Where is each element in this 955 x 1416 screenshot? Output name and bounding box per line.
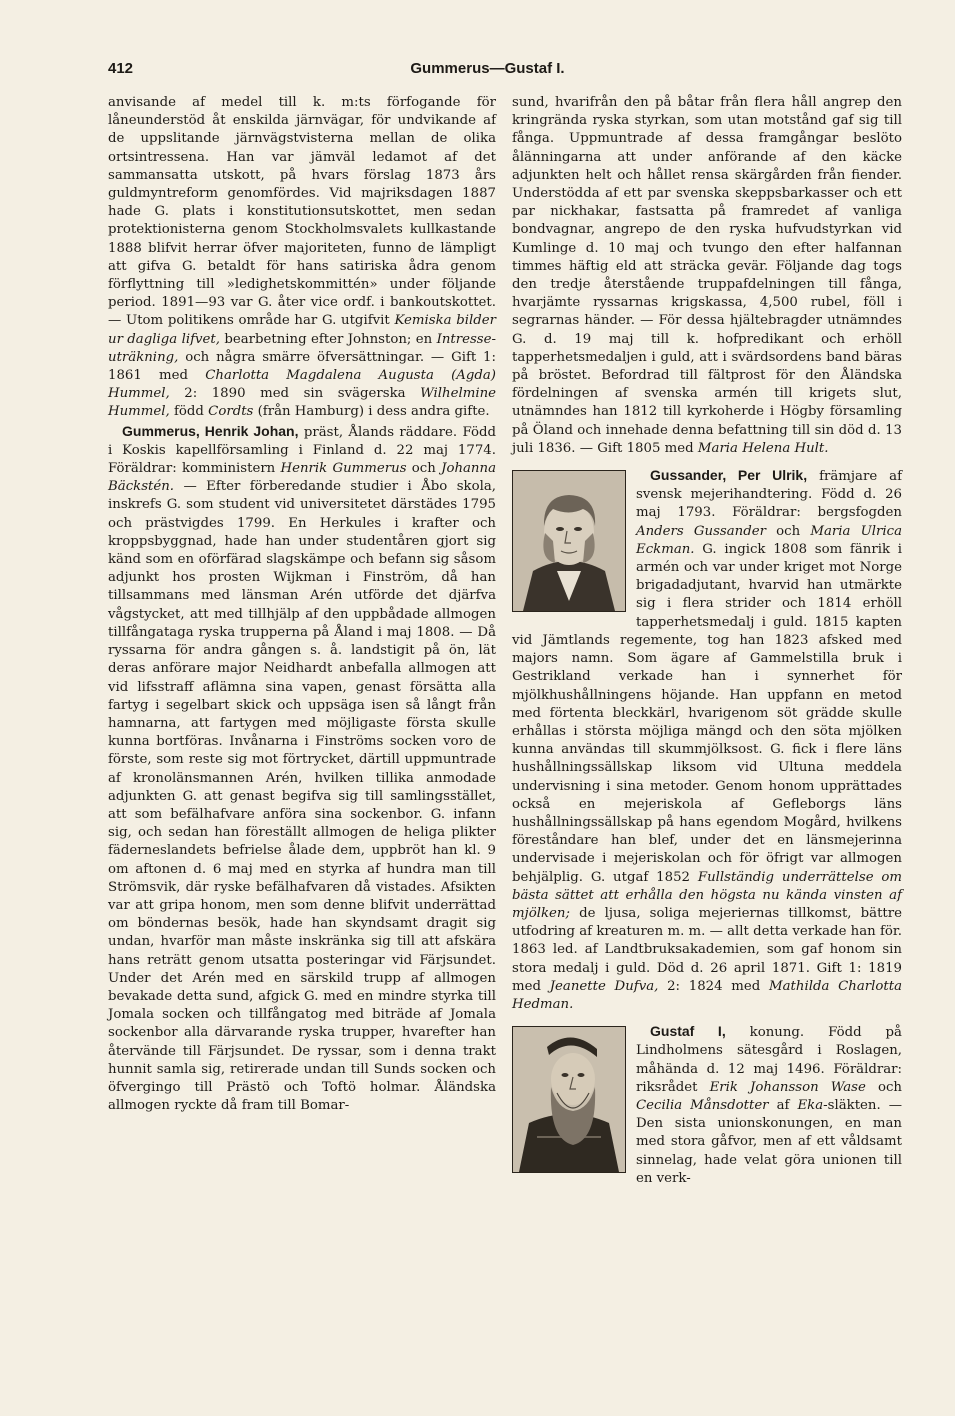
text: (från Hamburg) i dess andra gifte. [257,404,490,420]
right-column [512,94,902,1188]
portrait-gustaf-i-image [512,1026,626,1173]
text: präst, Ålands räddare. Född i Koskis kapellförsamling i Finland d. 22 maj 1774. Föräldrar: komministern [108,424,496,477]
name-italic: Maria Helena Hult. [697,440,829,456]
text: främjare af svensk mejerihandtering. Född d. 26 maj 1793. Föräldrar: bergsfogden [636,469,903,521]
name-italic: Henrik Gummerus [280,461,407,477]
name-italic: Cordts [208,404,254,420]
text: de ljusa, soliga mejeriernas tillkomst, bättre utfodring af kreaturen m. m. — allt detta verkade han för. 1863 led. af Landtbruksakademien, som gaf honom sin stora medalj i guld. Död d. 26 april 1871. Gift 1: 1819 med [512,905,902,994]
left-column [108,94,496,1115]
text: och några smärre öfversättningar. — Gift 1: 1861 med [108,349,496,384]
entry-headword: Gustaf I, [650,1023,726,1040]
name-italic: Maria Ulrica Eckman. [636,523,903,557]
text: konung. Född på Lindholmens sätesgård i Roslagen, måhända d. 12 maj 1496. Föräldrar: riksrådet [636,1025,902,1095]
text: — Efter förberedande studier i Åbo skola, inskrefs G. som student vid universitetet därstädes 1795 och prästvigdes 1799. En Herkules i krafter och kroppsbyggnad, hade han under studentåren gjort sig känd som en oförfärad slagskämpe och befann sig såsom adjunkt hos prosten Wijkman i Finström, då han tillsammans med länsman Arén utförde det djärfva vågstycket, att med tillhjälp af den uppbådade allmogen tillfångataga ryska trupperna på Åland i maj 1808. — Då ryssarna för andra gången s. å. landstigit på ön, lät deras anförare major Neidhardt anbefalla allmogen att vid lifsstraff aflämna sina vapen, genast försätta alla fartyg i segelbart skick och uppsäga isen så långt från hamnarna, att fartygen med möjligaste första skulle kunna bortföras. Invånarna i Finströms socken voro de förste, som reste sig mot förtrycket, därtill uppmuntrade af kronolänsmannen Arén, hvilken tillika anmodade adjunkten G. att genast begifva sig till samlingsstället, att som befälhafvare anföra sina sockenbor. G. infann sig, och sedan han föreställt allmogen de heliga plikter fäderneslandets befrielse ålade dem, uppbröt han kl. 9 om aftonen d. 6 maj med en styrka af hundra man till Strömsvik, där ryske befälhafvaren då vistades. Afsikten var att gripa honom, men som denne blifvit underrättad om böndernas besök, hade han skyndsamt dragit sig undan, hvarför man måste inskränka sig till att afskära hans reträtt genom utsatta posteringar vid Färjsundet. Under det Arén med en särskild trupp af allmogen bevakade detta sund, afgick G. med en mindre styrka till Jomala socken och tillfångatog med biträde af Jomala sockenbor alla därvarande ryska trupper, hvarefter han återvände till Färjsundet. De ryssar, som i denna trakt hunnit samla sig, retirerade undan till Sunds socken och öfvergingo till Prästö och Toftö holmar. Åländska allmogen ryckte då fram till Bomar- [108,479,496,1114]
entry-gummerus-continued [108,94,496,422]
name-italic: Cecilia Månsdotter [636,1097,769,1113]
entry-gustaf-i [512,1022,902,1188]
text: sund, hvarifrån den på båtar från flera håll angrep den kringrända ryska styrkan, som utan motstånd gaf sig till fånga. Uppmuntrade af dessa framgångar beslöto ålänningarna att under anförande af den käcke adjunkten helt och hållet rensa skärgården från fiender. Understödda af ett par svenska skeppsbarkasser och ett par nickhakar, fastsatta på framredet af vanliga bondvagnar, angrepo de den ryska hufvudstyrkan vid Kumlinge d. 10 maj och tvungo den efter halfannan timmes häftig eld att sträcka gevär. Följande dag togs den tredje återstående truppafdelningen till fånga, hvarjämte ryssarnas krigskassa, 4,500 rubel, föll i segrarnas händer. — För dessa hjältebragder utnämndes G. d. 19 maj till k. hofpredikant och erhöll tapperhetsmedaljen i guld, att i svärdsordens band bäras på bröstet. Befordrad till fältprost för den Åländska fördelningen af svenska armén till krigets slut, utnämndes han 1812 till kyrkoherde i Högby församling på Öland och innehade denna befattning till sin död d. 13 juli 1836. — Gift 1805 med [512,95,902,456]
entry-gummerus-henrik [108,422,496,1116]
entry-gussander [512,466,902,1014]
text: och [411,461,436,477]
page-number: 412 [108,60,134,77]
text: G. ingick 1808 som fänrik i armén och var under kriget mot Norge brigadadjutant, hvarvid han utmärkte sig i flera strider och 1814 erhöll tapperhetsmedalj i guld. 1815 kapten vid Jämtlands regemente, tog han 1823 afsked med majors namn. Som ägare af Gammelstilla bruk i Gestrikland verkade han i synnerhet för mjölkhushållningens höjande. Han uppfann en metod med förtenta bleckkärl, hvarigenom söt grädde skulle erhållas i största möjliga mängd och den söta mjölken kunna användas till skummjölksost. G. fick i flere läns hushållningssällskap liksom vid Ultuna meddela undervisning i sina metoder. Genom honom upprättades också en mejeriskola af Gefleborgs läns hushållningssällskap på hans egendom Mogård, hvilkens föreståndare han blef, under det en länsmejerinna undervisade i mejeriskolan och för öfrigt var allmogen behjälplig. G. utgaf 1852 [512,541,902,885]
text: och [877,1079,902,1095]
page-header [108,60,867,86]
name-italic: Anders Gussander [636,523,766,539]
entry-headword: Gummerus, Henrik Johan, [122,422,299,439]
text: bearbetning efter Johnston; en [224,331,433,347]
name-italic: Mathilda Charlotta Hedman. [512,978,902,1012]
text: 2: 1890 med sin svägerska [184,386,406,402]
name-italic: Charlotta Magdalena Augusta (Agda) Hummel, [108,368,496,402]
name-italic: Wilhelmine Hummel, [108,386,497,420]
text: och [776,523,801,539]
name-italic: Jeanette Dufva, [549,978,659,994]
name-italic: Erik Johansson Wase [709,1079,866,1095]
text: född [173,404,204,420]
text: af [776,1097,790,1113]
portrait-gussander-image [512,470,626,612]
text: 2: 1824 med [667,978,761,994]
running-head: Gummerus—Gustaf I. [410,60,565,77]
text: -släkten. — Den sista unionskonungen, en man med stora gåfvor, men af ett våldsamt sinnelag, hade velat göra unionen till en verk- [636,1097,902,1186]
entry-gummerus-henrik-continued [512,94,902,458]
title-italic: Fullständig underrättelse om bästa sättet att erhålla den högsta nu kända vinsten af mjölken; [512,869,903,921]
entry-headword: Gussander, Per Ulrik, [650,467,808,484]
text: anvisande af medel till k. m:ts förfogande för låneunderstöd åt enskilda järnvägar, för undvikande af de uppslitande järnvägstvisterna mellan de olika ortsintressena. Han var jämväl ledamot af det sammansatta utskott, på hvars förslag 1873 års guldmyntreform genomfördes. Vid majriksdagen 1887 hade G. plats i konstitutionsutskottet, men sedan protektionisterna genom Stockholmsvalets kullkastande 1888 blifvit herrar öfver majoriteten, funno de lämpligt att gifva G. betaldt för hans satiriska ådra genom förflyttning till »ledighetskommittén» under följande period. 1891—93 var G. åter vice ordf. i bankoutskottet. — Utom politikens område har G. utgifvit [108,95,496,329]
title-italic: Intresse-uträkning, [108,331,496,365]
title-italic: Kemiska bilder ur dagliga lifvet, [108,313,496,347]
name-italic: Johanna Bäckstén. [108,461,496,495]
name-italic: Eka [797,1097,824,1113]
